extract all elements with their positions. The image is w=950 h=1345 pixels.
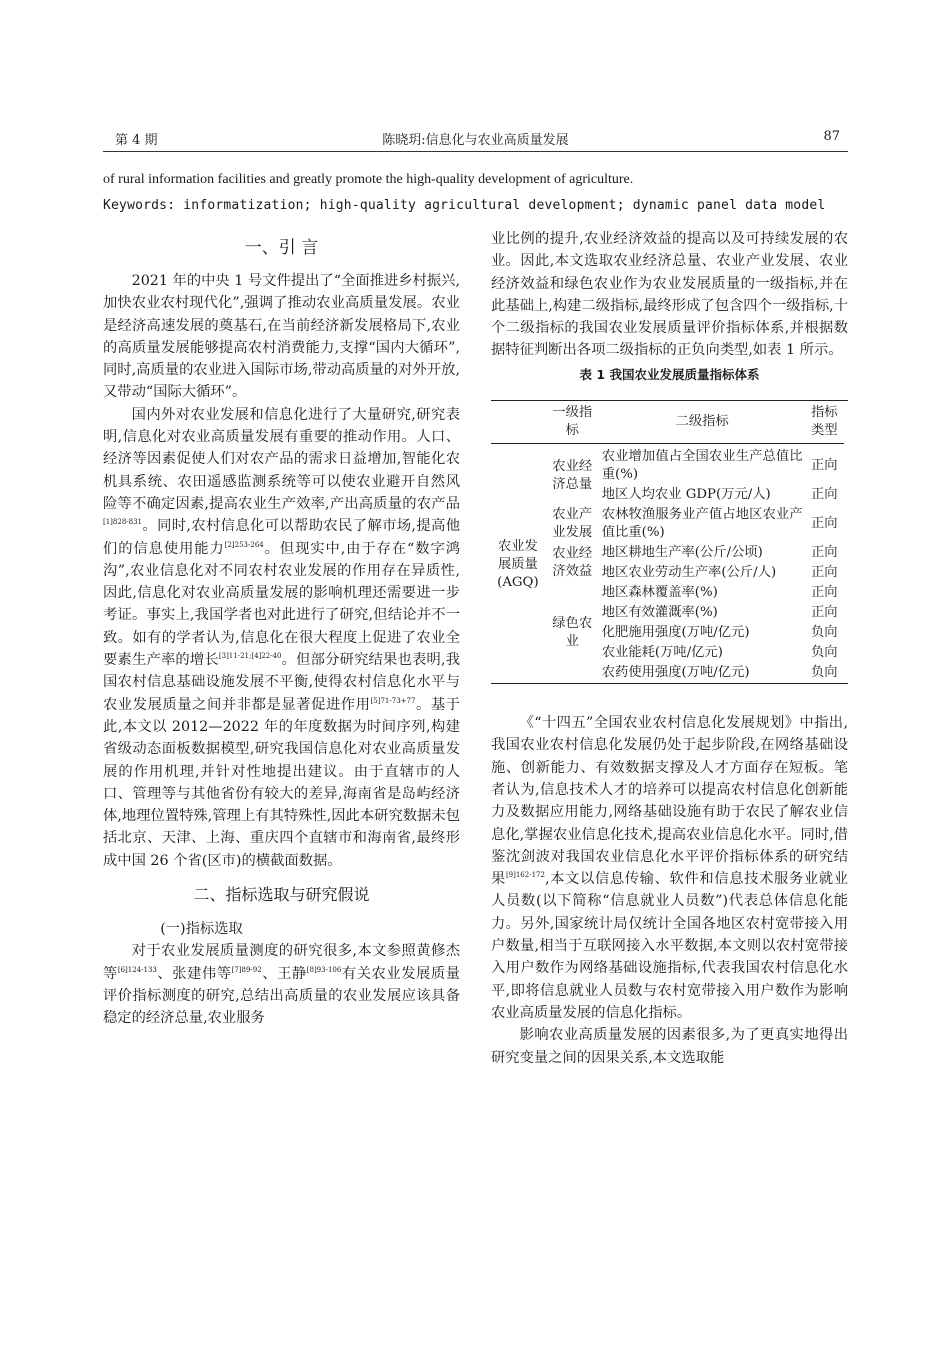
secondary-indicator: 地区森林覆盖率(%)	[601, 585, 718, 601]
citation: [9]162-172	[505, 871, 545, 880]
paragraph-4: 《“十四五”全国农业农村信息化发展规划》中指出,我国农业农村信息化发展仍处于起步阶段,在网络基础设施、创新能力、有效数据支撑及人才方面存在短板。笔者认为,信息技术人才的培养可以提高农村信息化创新能力及数据应用能力,网络基础设施有助于农民了解农业信息化,掌握农业信息化技术,提高农业信息化水平。同时,借鉴沈剑波对我国农业信息化水平评价指标体系的研究结果$^{[9]162-172}$,本文以信息传输、软件和信息技术服务业就业人员数(以下简称“信息就业人员数”)代表总体信息化能力。另外,国家统计局仅统计全国各地区农村宽带接入用户数量,相当于互联网接入水平数据,本文则以农村宽带接入用户数作为网络基础设施指标,代表我国农村信息化水平,即将信息就业人员数与农村宽带接入用户数作为影响农业高质量发展的信息化指标。	[491, 715, 849, 1021]
keywords: Keywords: informatization; high-quality agricultural development; dynamic panel data model	[103, 198, 826, 213]
indicator-type: 正向	[810, 516, 838, 532]
secondary-indicator: 地区农业劳动生产率(公斤/人)	[601, 565, 777, 581]
secondary-indicator: 化肥施用强度(万吨/亿元)	[601, 625, 750, 641]
issue-number: 第 4 期	[115, 133, 158, 148]
secondary-indicator: 地区有效灌溉率(%)	[601, 605, 718, 621]
section-heading-intro: 一、引 言	[244, 238, 319, 258]
header-secondary: 二级指标	[600, 401, 805, 444]
section-heading-2: 二、指标选取与研究假说	[193, 885, 370, 905]
citation: [3]11-21;[4]22-40	[218, 652, 282, 661]
running-header	[103, 127, 848, 152]
page-number: 87	[823, 129, 840, 144]
right-column	[491, 228, 848, 1069]
table-row	[491, 505, 844, 543]
paragraph-2: 国内外对农业发展和信息化进行了大量研究,研究表明,信息化对农业高质量发展有重要的推动作用。人口、经济等因素促使人们对农产品的需求日益增加,智能化农机具系统、农田遥感监测系统等可以使农业避开自然风险等不确定因素,提高农业生产效率,产出高质量的农产品$^{[1]828-831}$。同时,农村信息化可以帮助农民了解市场,提高他们的信息使用能力$^{[2]253-264}$。但现实中,由于存在“数字鸿沟”,农业信息化对不同农村农业发展的作用存在异质性,因此,信息化对农业高质量发展的影响机理还需要进一步考证。事实上,我国学者也对此进行了研究,但结论并不一致。如有的学者认为,信息化在很大程度上促进了农业全要素生产率的增长$^{[3]11-21;[4]22-40}$。但部分研究结果也表明,我国农村信息基础设施发展不平衡,使得农村信息化水平与农业发展质量之间并非都是显著促进作用$^{[5]71-73+77}$。基于此,本文以 2012—2022 年的年度数据为时间序列,构建省级动态面板数据模型,研究我国信息化对农业高质量发展的作用机理,并针对性地提出建议。由于直辖市的人口、管理等与其他省份有较大的差异,海南省是岛屿经济体,地理位置特殊,管理上有其特殊性,因此本研究数据未包括北京、天津、上海、重庆四个直辖市和海南省,最终形成中国 26 个省(区市)的横截面数据。	[103, 406, 461, 869]
indicator-type: 正向	[810, 585, 838, 601]
secondary-indicator: 地区人均农业 GDP(万元/人)	[601, 487, 771, 503]
primary-indicator: 农业产业发展	[552, 507, 593, 541]
primary-indicator: 农业经济总量	[552, 459, 593, 493]
left-column	[103, 226, 460, 1030]
indicator-type: 正向	[810, 605, 838, 621]
subsection-heading-1: (一)指标选取	[160, 921, 243, 938]
secondary-indicator: 农业能耗(万吨/亿元)	[601, 645, 723, 661]
root-label: 农业发展质量(AGQ)	[497, 539, 539, 591]
running-title: 陈晓玥:信息化与农业高质量发展	[382, 133, 569, 148]
paragraph-1: 2021 年的中央 1 号文件提出了“全面推进乡村振兴,加快农业农村现代化”,强调了推动农业高质量发展。农业是经济高速发展的奠基石,在当前经济新发展格局下,农业的高质量发展能够提高农村消费能力,支撑“国内大循环”,同时,高质量的农业进入国际市场,带动高质量的对外开放,又带动“国际大循环”。	[103, 273, 460, 401]
citation: [2]253-264	[224, 540, 264, 549]
indicator-type: 负向	[810, 645, 838, 661]
citation: [1]828-831	[103, 518, 143, 527]
secondary-indicator: 农业增加值占全国农业生产总值比重(%)	[601, 449, 803, 483]
paragraph-5: 影响农业高质量发展的因素很多,为了更真实地得出研究变量之间的因果关系,本文选取能	[491, 1027, 848, 1066]
abstract-end: of rural information facilities and greatly promote the high-quality development of agriculture.	[103, 172, 634, 187]
table-row	[491, 583, 844, 603]
indicator-type: 负向	[810, 625, 838, 641]
secondary-indicator: 地区耕地生产率(公斤/公顷)	[601, 545, 763, 561]
primary-indicator: 绿色农业	[552, 616, 593, 650]
table-row	[491, 444, 844, 486]
citation: [5]71-73+77	[370, 696, 416, 705]
indicator-table	[491, 401, 844, 683]
header-type: 指标类型	[805, 401, 844, 444]
header-primary: 一级指标	[545, 401, 600, 444]
indicator-type: 正向	[810, 545, 838, 561]
indicator-type: 负向	[810, 665, 838, 681]
table-row	[491, 543, 844, 563]
indicator-table-wrapper	[491, 400, 848, 684]
primary-indicator: 农业经济效益	[552, 546, 593, 580]
table-header-row	[491, 401, 844, 444]
citation: [7]89-92	[231, 965, 262, 974]
secondary-indicator: 农药使用强度(万吨/亿元)	[601, 665, 750, 681]
indicator-type: 正向	[810, 458, 838, 474]
citation: [8]93-106	[306, 965, 342, 974]
indicator-type: 正向	[810, 487, 838, 503]
paragraph-3: 对于农业发展质量测度的研究很多,本文参照黄修杰等$^{[6]124-133}$、张建伟等$^{[7]89-92}$、王静$^{[8]93-106}$有关农业发展质量评价指标测度的研究,总结出高质量的农业发展应该具备稳定的经济总量,农业服务	[103, 943, 461, 1027]
citation: [6]124-133	[117, 965, 157, 974]
table-caption: 表 1 我国农业发展质量指标体系	[579, 366, 760, 382]
secondary-indicator: 农林牧渔服务业产值占地区农业产值比重(%)	[601, 507, 803, 541]
paragraph-continued: 业比例的提升,农业经济效益的提高以及可持续发展的农业。因此,本文选取农业经济总量、农业产业发展、农业经济效益和绿色农业作为农业发展质量的一级指标,并在此基础上,构建二级指标,最终形成了包含四个一级指标,十个二级指标的我国农业发展质量评价指标体系,并根据数据特征判断出各项二级指标的正负向类型,如表 1 所示。	[491, 231, 848, 359]
indicator-type: 正向	[810, 565, 838, 581]
